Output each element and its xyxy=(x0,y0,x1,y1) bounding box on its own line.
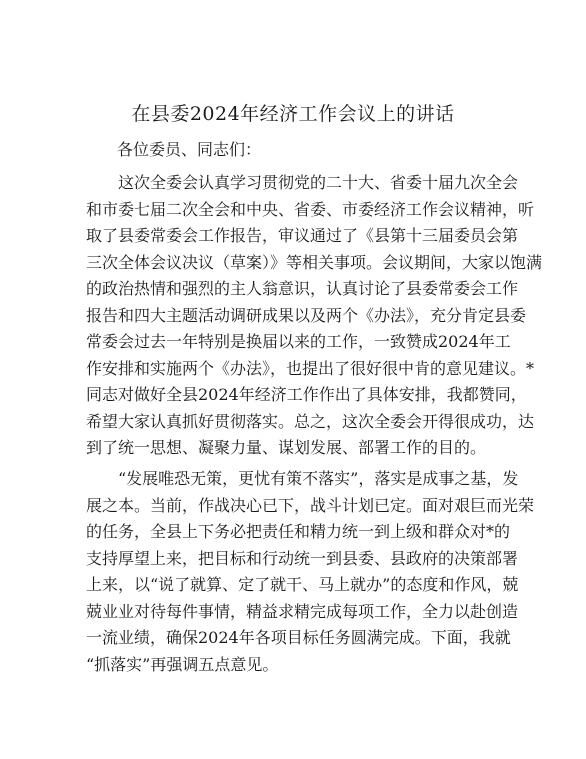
paragraph-line: 到了统一思想、凝聚力量、谋划发展、部署工作的目的。 xyxy=(86,438,487,457)
paragraph-line: 同志对做好全县2024年经济工作作出了具体安排，我都赞同， xyxy=(86,385,527,404)
paragraph-line: 上来，以“说了就算、定了就干、马上就办”的态度和作风，兢 xyxy=(86,575,519,594)
paragraph-line: 和市委七届二次全会和中央、省委、市委经济工作会议精神，听 xyxy=(86,199,535,219)
salutation: 各位委员、同志们： xyxy=(117,140,262,159)
paragraph-line: 展之本。当前，作战决心已下，战斗计划已定。面对艰巨而光荣 xyxy=(86,495,535,515)
paragraph-line: 一流业绩，确保2024年各项目标任务圆满完成。下面，我就 xyxy=(86,628,511,647)
document-title: 在县委2024年经济工作会议上的讲话 xyxy=(131,103,455,125)
paragraph-line: 作安排和实施两个《办法》，也提出了很好很中肯的意见建议。* xyxy=(86,358,535,378)
paragraph-line: 支持厚望上来，把目标和行动统一到县委、县政府的决策部署 xyxy=(86,548,519,568)
body-paragraph-1 xyxy=(86,170,543,462)
paragraph-line: “发展唯恐无策，更忧有策不落实”，落实是成事之基，发 xyxy=(118,469,519,488)
paragraph-line: 希望大家认真抓好贯彻落实。总之，这次全委会开得很成功，达 xyxy=(86,411,535,431)
paragraph-line: 这次全委会认真学习贯彻党的二十大、省委十届九次全会 xyxy=(118,173,519,192)
paragraph-line: “抓落实”再强调五点意见。 xyxy=(86,654,279,674)
paragraph-line: 常委会过去一年特别是换届以来的工作，一致赞成2024年工 xyxy=(86,332,511,351)
paragraph-line: 取了县委常委会工作报告，审议通过了《县第十三届委员会第 xyxy=(86,226,519,245)
paragraph-line: 报告和四大主题活动调研成果以及两个《办法》，充分肯定县委 xyxy=(86,305,527,325)
paragraph-line: 兢业业对待每件事情，精益求精完成每项工作，全力以赴创造 xyxy=(86,601,519,621)
body-paragraph-2 xyxy=(86,466,535,678)
paragraph-line: 的政治热情和强烈的主人翁意识，认真讨论了县委常委会工作 xyxy=(86,279,519,298)
paragraph-line: 的任务，全县上下务必把责任和精力统一到上级和群众对*的 xyxy=(86,522,511,541)
paragraph-line: 三次全体会议决议（草案）》等相关事项。会议期间，大家以饱满 xyxy=(86,252,543,272)
